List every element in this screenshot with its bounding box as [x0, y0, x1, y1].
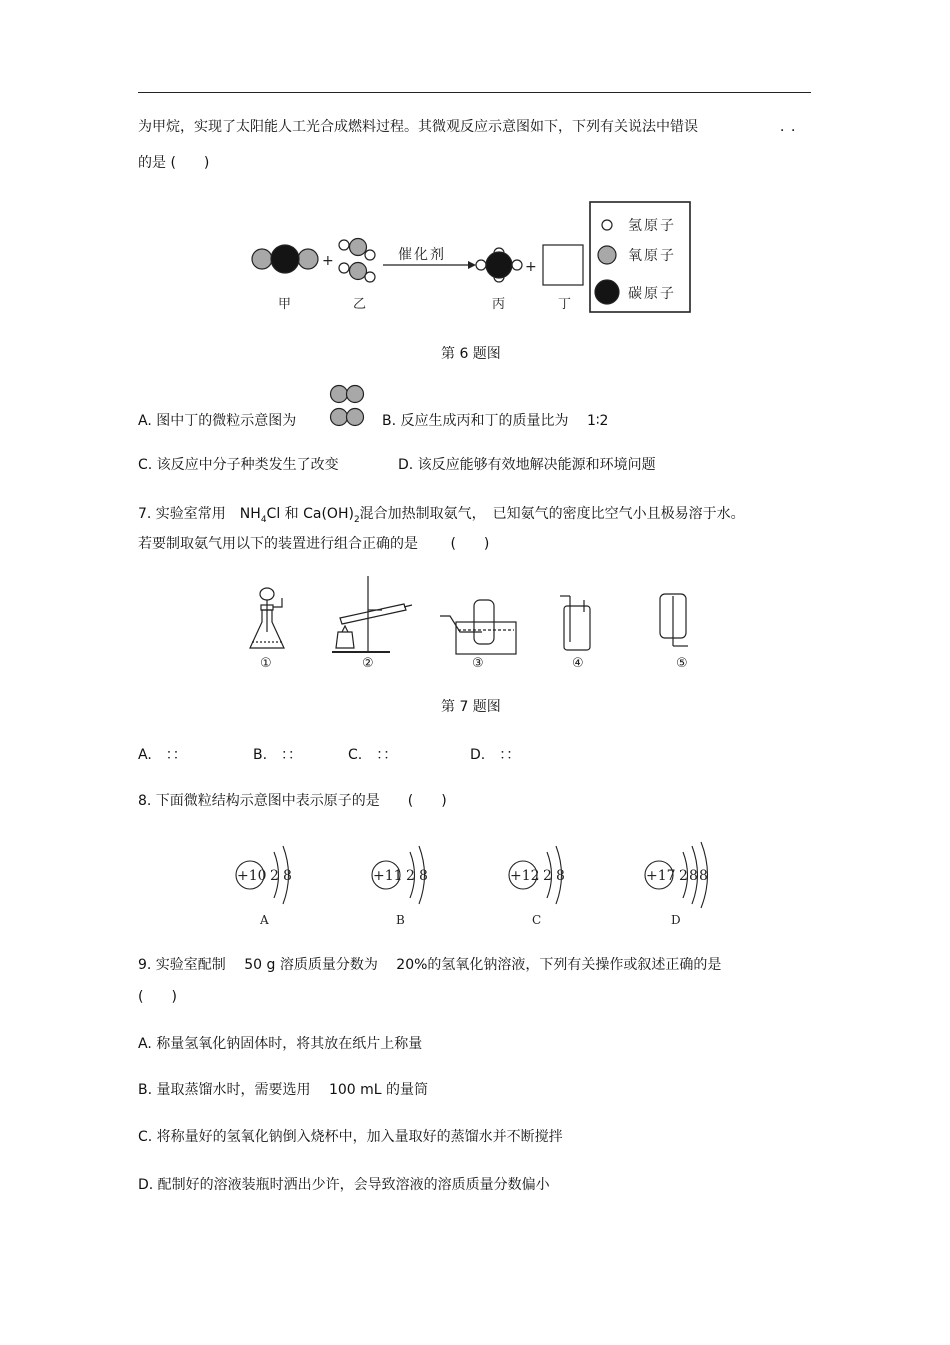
apparatus-label-1: ① [260, 656, 272, 671]
q7-option-d: D. ：： [470, 747, 521, 763]
atom-d-nucleus: +17 [646, 868, 676, 884]
atom-a-shell-2: 8 [283, 868, 292, 884]
q6-intro-line2: 的是 ( ) [138, 155, 210, 171]
apparatus-4-gas-bottle [560, 596, 590, 650]
plus-sign-1: + [322, 253, 334, 269]
q8-atom-diagrams [230, 838, 720, 930]
header-rule [138, 92, 811, 93]
legend-carbon: 碳原子 [628, 286, 676, 302]
atom-a-shell-1: 2 [270, 868, 279, 884]
atom-c-label: C [532, 913, 542, 927]
atom-b-nucleus: +11 [373, 868, 403, 884]
option-a-molecule-icon [330, 383, 366, 429]
atom-d-shell-1: 2 [679, 868, 688, 884]
molecule-bing [476, 248, 522, 282]
apparatus-label-3: ③ [472, 656, 484, 671]
apparatus-3-water-trough [440, 600, 516, 654]
apparatus-5-inverted-bottle [660, 594, 688, 646]
atom-c-shell-2: 8 [556, 868, 565, 884]
atom-d-shell-3: 8 [699, 868, 708, 884]
q7-option-b: B. ：： [253, 747, 303, 763]
apparatus-label-4: ④ [572, 656, 584, 671]
molecule-yi [339, 239, 375, 283]
q7-line1: 7. 实验室常用 $NH_4Cl$ 和 $Ca(OH)_2$混合加热制取氨气， 已知氨气的密度比空气小且极易溶于水。 [138, 506, 745, 525]
q9-option-b: B. 量取蒸馏水时，需要选用 100 mL 的量筒 [138, 1082, 429, 1098]
q6-intro-line1: 为甲烷，实现了太阳能人工光合成燃料过程。其微观反应示意图如下，下列有关说法中错误 [138, 119, 698, 135]
molecule-jia [252, 245, 318, 273]
label-yi: 乙 [353, 297, 367, 312]
catalyst-label: 催化剂 [398, 247, 446, 263]
q8-stem: 8. 下面微粒结构示意图中表示原子的是 ( ) [138, 793, 447, 809]
q6-option-a: A. 图中丁的微粒示意图为 [138, 413, 297, 429]
q9-option-d: D. 配制好的溶液装瓶时洒出少许，会导致溶液的溶质质量分数偏小 [138, 1177, 550, 1193]
apparatus-label-5: ⑤ [676, 656, 688, 671]
molecule-ding-box [543, 245, 583, 285]
q7-option-a: A. ：： [138, 747, 187, 763]
apparatus-1-flask [250, 588, 284, 648]
q7-caption: 第 7 题图 [441, 699, 501, 715]
atom-d-label: D [671, 913, 681, 927]
label-ding: 丁 [558, 297, 572, 312]
label-bing: 丙 [492, 297, 506, 312]
q6-option-c: C. 该反应中分子种类发生了改变 [138, 457, 339, 473]
atom-a-label: A [260, 913, 269, 927]
q9-stem-line2: ( ) [138, 989, 177, 1005]
q6-reaction-diagram [240, 195, 710, 325]
q6-emphasis-dots: ．． [780, 119, 809, 135]
atom-b-label: B [396, 913, 405, 927]
q7-line2: 若要制取氨气用以下的装置进行组合正确的是 ( ) [138, 536, 490, 552]
q6-option-d: D. 该反应能够有效地解决能源和环境问题 [398, 457, 656, 473]
atom-a-nucleus: +10 [237, 868, 267, 884]
atom-c-shell-1: 2 [543, 868, 552, 884]
apparatus-2-heating [332, 576, 412, 652]
atom-b-shell-1: 2 [406, 868, 415, 884]
label-jia: 甲 [278, 297, 292, 312]
q9-option-c: C. 将称量好的氢氧化钠倒入烧杯中，加入量取好的蒸馏水并不断搅拌 [138, 1129, 563, 1145]
q6-option-b: B. 反应生成丙和丁的质量比为 1∶2 [382, 413, 609, 429]
atom-b-shell-2: 8 [419, 868, 428, 884]
q7-apparatus-figure [240, 572, 710, 674]
legend-oxygen: 氧原子 [628, 248, 676, 264]
q7-option-c: C. ：： [348, 747, 398, 763]
q6-caption: 第 6 题图 [441, 346, 501, 362]
q9-option-a: A. 称量氢氧化钠固体时，将其放在纸片上称量 [138, 1036, 423, 1052]
atom-d-shell-2: 8 [689, 868, 698, 884]
apparatus-label-2: ② [362, 656, 374, 671]
q9-stem-line1: 9. 实验室配制 50 g 溶质质量分数为 20%的氢氧化钠溶液，下列有关操作或叙述正确的是 [138, 957, 722, 973]
atom-c-nucleus: +12 [510, 868, 540, 884]
plus-sign-2: + [525, 259, 537, 275]
legend-hydrogen: 氢原子 [628, 218, 676, 234]
